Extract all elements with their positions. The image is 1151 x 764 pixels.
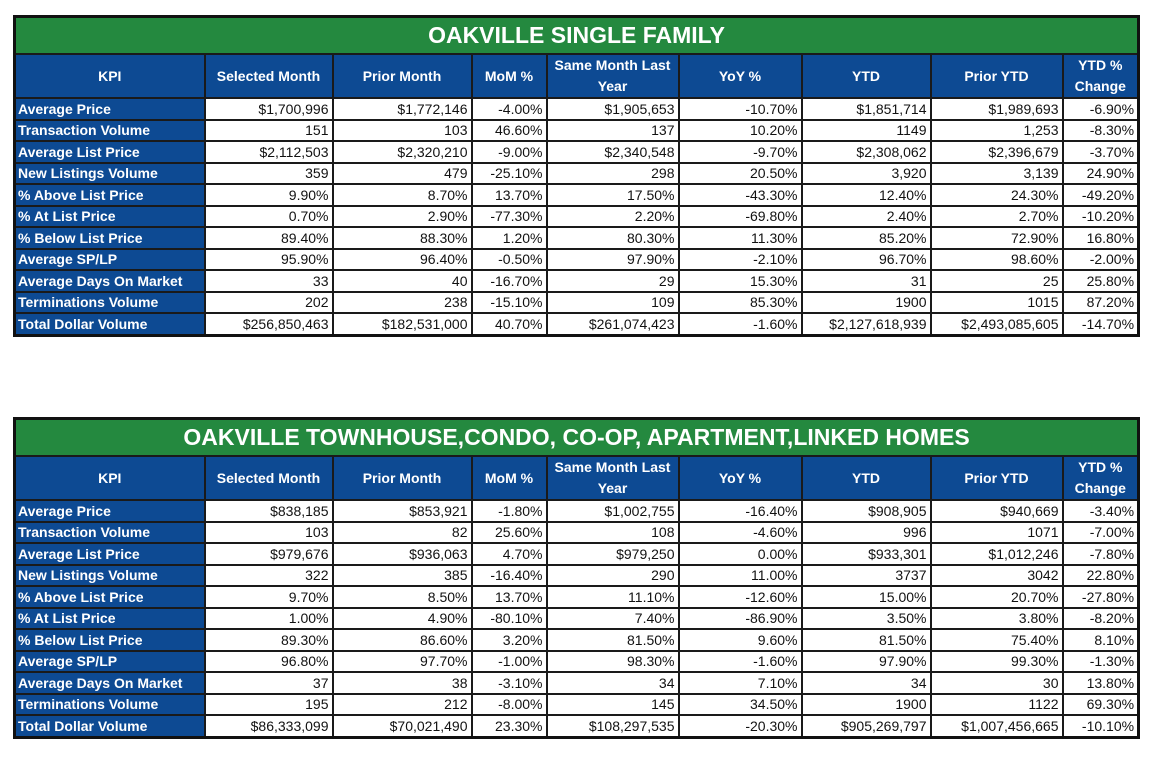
kpi-value-cell: -8.30% [1063, 120, 1139, 142]
kpi-value-cell: 22.80% [1063, 565, 1139, 587]
table-row [15, 543, 1139, 565]
kpi-value-cell: 34 [547, 672, 679, 694]
kpi-value-cell: -1.60% [679, 313, 802, 335]
kpi-value-cell: $1,002,755 [547, 500, 679, 522]
kpi-value-cell: $1,772,146 [333, 98, 472, 120]
table-row [15, 500, 1139, 522]
kpi-label: % Below List Price [15, 629, 205, 651]
kpi-value-cell: -4.00% [472, 98, 547, 120]
kpi-value-cell: 11.30% [679, 227, 802, 249]
kpi-value-cell: 81.50% [802, 629, 931, 651]
kpi-value-cell: 2.70% [931, 206, 1063, 228]
kpi-value-cell: $2,493,085,605 [931, 313, 1063, 335]
kpi-value-cell: 97.90% [547, 249, 679, 271]
table-row [15, 522, 1139, 544]
kpi-value-cell: 109 [547, 292, 679, 314]
table-title: OAKVILLE SINGLE FAMILY [15, 17, 1139, 55]
kpi-value-cell: 151 [205, 120, 333, 142]
column-header: Selected Month [205, 456, 333, 500]
kpi-value-cell: $1,007,456,665 [931, 715, 1063, 737]
kpi-value-cell: 75.40% [931, 629, 1063, 651]
column-header: YoY % [679, 456, 802, 500]
column-header: Prior YTD [931, 54, 1063, 98]
kpi-value-cell: -8.00% [472, 694, 547, 716]
kpi-label: % Above List Price [15, 586, 205, 608]
kpi-label: Terminations Volume [15, 694, 205, 716]
kpi-value-cell: -27.80% [1063, 586, 1139, 608]
kpi-value-cell: 103 [205, 522, 333, 544]
kpi-value-cell: $908,905 [802, 500, 931, 522]
kpi-value-cell: $936,063 [333, 543, 472, 565]
kpi-value-cell: 3.80% [931, 608, 1063, 630]
kpi-value-cell: -86.90% [679, 608, 802, 630]
table-row [15, 715, 1139, 737]
kpi-value-cell: 25.80% [1063, 270, 1139, 292]
kpi-value-cell: 97.90% [802, 651, 931, 673]
kpi-label: Transaction Volume [15, 120, 205, 142]
kpi-value-cell: $1,905,653 [547, 98, 679, 120]
table-row [15, 120, 1139, 142]
kpi-value-cell: 13.80% [1063, 672, 1139, 694]
kpi-value-cell: 85.20% [802, 227, 931, 249]
kpi-value-cell: -49.20% [1063, 184, 1139, 206]
kpi-value-cell: 96.40% [333, 249, 472, 271]
kpi-value-cell: $256,850,463 [205, 313, 333, 335]
kpi-value-cell: -14.70% [1063, 313, 1139, 335]
kpi-value-cell: 108 [547, 522, 679, 544]
kpi-label: Average List Price [15, 543, 205, 565]
kpi-value-cell: 40.70% [472, 313, 547, 335]
kpi-value-cell: -0.50% [472, 249, 547, 271]
kpi-value-cell: 2.90% [333, 206, 472, 228]
kpi-value-cell: $2,320,210 [333, 141, 472, 163]
kpi-value-cell: -7.80% [1063, 543, 1139, 565]
kpi-label: New Listings Volume [15, 163, 205, 185]
kpi-value-cell: 98.60% [931, 249, 1063, 271]
kpi-value-cell: 29 [547, 270, 679, 292]
column-header: YTD [802, 54, 931, 98]
column-header-row [15, 456, 1139, 500]
kpi-label: % At List Price [15, 608, 205, 630]
kpi-value-cell: 95.90% [205, 249, 333, 271]
column-header: YTD [802, 456, 931, 500]
kpi-value-cell: 81.50% [547, 629, 679, 651]
kpi-value-cell: 11.10% [547, 586, 679, 608]
kpi-value-cell: 238 [333, 292, 472, 314]
kpi-value-cell: -25.10% [472, 163, 547, 185]
kpi-value-cell: $70,021,490 [333, 715, 472, 737]
kpi-value-cell: 31 [802, 270, 931, 292]
kpi-value-cell: 17.50% [547, 184, 679, 206]
kpi-label: Average Price [15, 500, 205, 522]
kpi-value-cell: 8.70% [333, 184, 472, 206]
column-header: MoM % [472, 456, 547, 500]
kpi-label: New Listings Volume [15, 565, 205, 587]
kpi-value-cell: 20.50% [679, 163, 802, 185]
kpi-label: Average List Price [15, 141, 205, 163]
kpi-value-cell: -16.70% [472, 270, 547, 292]
kpi-value-cell: -1.30% [1063, 651, 1139, 673]
kpi-value-cell: $905,269,797 [802, 715, 931, 737]
kpi-value-cell: 1122 [931, 694, 1063, 716]
kpi-value-cell: 99.30% [931, 651, 1063, 673]
kpi-value-cell: -16.40% [679, 500, 802, 522]
kpi-value-cell: 212 [333, 694, 472, 716]
kpi-value-cell: $2,127,618,939 [802, 313, 931, 335]
table-row [15, 141, 1139, 163]
kpi-value-cell: 46.60% [472, 120, 547, 142]
kpi-value-cell: 10.20% [679, 120, 802, 142]
kpi-value-cell: 87.20% [1063, 292, 1139, 314]
column-header-row [15, 54, 1139, 98]
table-row [15, 651, 1139, 673]
column-header: KPI [15, 54, 205, 98]
kpi-value-cell: 7.10% [679, 672, 802, 694]
kpi-value-cell: 96.70% [802, 249, 931, 271]
kpi-value-cell: 9.60% [679, 629, 802, 651]
kpi-value-cell: -9.70% [679, 141, 802, 163]
kpi-value-cell: 38 [333, 672, 472, 694]
kpi-value-cell: 12.40% [802, 184, 931, 206]
kpi-value-cell: $933,301 [802, 543, 931, 565]
kpi-value-cell: -3.10% [472, 672, 547, 694]
table-row [15, 629, 1139, 651]
kpi-value-cell: 82 [333, 522, 472, 544]
kpi-value-cell: 3.20% [472, 629, 547, 651]
kpi-value-cell: 97.70% [333, 651, 472, 673]
table-row [15, 694, 1139, 716]
kpi-value-cell: 89.30% [205, 629, 333, 651]
kpi-value-cell: -10.10% [1063, 715, 1139, 737]
kpi-label: Total Dollar Volume [15, 313, 205, 335]
table-row [15, 672, 1139, 694]
kpi-value-cell: 80.30% [547, 227, 679, 249]
kpi-value-cell: -16.40% [472, 565, 547, 587]
kpi-value-cell: 4.90% [333, 608, 472, 630]
kpi-value-cell: $1,989,693 [931, 98, 1063, 120]
kpi-value-cell: 72.90% [931, 227, 1063, 249]
kpi-value-cell: 25 [931, 270, 1063, 292]
kpi-value-cell: 96.80% [205, 651, 333, 673]
column-header: Same Month Last Year [547, 54, 679, 98]
column-header: YTD % Change [1063, 54, 1139, 98]
kpi-value-cell: 202 [205, 292, 333, 314]
kpi-value-cell: -1.00% [472, 651, 547, 673]
kpi-value-cell: -20.30% [679, 715, 802, 737]
kpi-value-cell: -69.80% [679, 206, 802, 228]
kpi-value-cell: 85.30% [679, 292, 802, 314]
kpi-value-cell: $2,308,062 [802, 141, 931, 163]
table-row [15, 206, 1139, 228]
kpi-value-cell: 15.00% [802, 586, 931, 608]
kpi-label: % Above List Price [15, 184, 205, 206]
kpi-value-cell: 3042 [931, 565, 1063, 587]
column-header: Prior Month [333, 456, 472, 500]
kpi-label: % Below List Price [15, 227, 205, 249]
kpi-value-cell: 30 [931, 672, 1063, 694]
table-row [15, 608, 1139, 630]
kpi-value-cell: 23.30% [472, 715, 547, 737]
kpi-value-cell: 479 [333, 163, 472, 185]
kpi-value-cell: 34.50% [679, 694, 802, 716]
kpi-value-cell: 34 [802, 672, 931, 694]
kpi-value-cell: $979,676 [205, 543, 333, 565]
kpi-value-cell: $838,185 [205, 500, 333, 522]
kpi-value-cell: $2,112,503 [205, 141, 333, 163]
single-family-kpi-table [13, 15, 1140, 337]
kpi-value-cell: $86,333,099 [205, 715, 333, 737]
kpi-value-cell: -9.00% [472, 141, 547, 163]
table-row [15, 184, 1139, 206]
table-title: OAKVILLE TOWNHOUSE,CONDO, CO-OP, APARTMENT,LINKED HOMES [15, 419, 1139, 457]
kpi-value-cell: 4.70% [472, 543, 547, 565]
kpi-value-cell: 1.20% [472, 227, 547, 249]
column-header: KPI [15, 456, 205, 500]
kpi-value-cell: 40 [333, 270, 472, 292]
table-row [15, 249, 1139, 271]
table-row [15, 98, 1139, 120]
kpi-value-cell: -1.80% [472, 500, 547, 522]
kpi-value-cell: 1900 [802, 694, 931, 716]
kpi-value-cell: 20.70% [931, 586, 1063, 608]
kpi-value-cell: $853,921 [333, 500, 472, 522]
kpi-value-cell: 24.90% [1063, 163, 1139, 185]
kpi-value-cell: $2,396,679 [931, 141, 1063, 163]
kpi-value-cell: 89.40% [205, 227, 333, 249]
kpi-value-cell: -10.20% [1063, 206, 1139, 228]
kpi-value-cell: 9.90% [205, 184, 333, 206]
kpi-value-cell: $2,340,548 [547, 141, 679, 163]
kpi-label: Average SP/LP [15, 651, 205, 673]
kpi-value-cell: 0.00% [679, 543, 802, 565]
kpi-value-cell: 1900 [802, 292, 931, 314]
kpi-label: Average Days On Market [15, 270, 205, 292]
kpi-value-cell: 1149 [802, 120, 931, 142]
kpi-value-cell: 1.00% [205, 608, 333, 630]
kpi-value-cell: -7.00% [1063, 522, 1139, 544]
kpi-value-cell: -2.00% [1063, 249, 1139, 271]
kpi-value-cell: 25.60% [472, 522, 547, 544]
kpi-value-cell: 15.30% [679, 270, 802, 292]
kpi-value-cell: 2.20% [547, 206, 679, 228]
kpi-value-cell: -8.20% [1063, 608, 1139, 630]
column-header: Selected Month [205, 54, 333, 98]
kpi-value-cell: -80.10% [472, 608, 547, 630]
column-header: Same Month Last Year [547, 456, 679, 500]
kpi-value-cell: 298 [547, 163, 679, 185]
kpi-value-cell: 103 [333, 120, 472, 142]
kpi-value-cell: $940,669 [931, 500, 1063, 522]
kpi-value-cell: 37 [205, 672, 333, 694]
kpi-value-cell: -1.60% [679, 651, 802, 673]
table-row [15, 292, 1139, 314]
kpi-value-cell: $1,851,714 [802, 98, 931, 120]
kpi-label: Terminations Volume [15, 292, 205, 314]
kpi-value-cell: 290 [547, 565, 679, 587]
kpi-value-cell: 13.70% [472, 586, 547, 608]
townhouse-condo-kpi-table [13, 417, 1140, 739]
kpi-value-cell: 3,920 [802, 163, 931, 185]
column-header: YoY % [679, 54, 802, 98]
kpi-value-cell: 16.80% [1063, 227, 1139, 249]
kpi-value-cell: -3.40% [1063, 500, 1139, 522]
kpi-value-cell: -3.70% [1063, 141, 1139, 163]
kpi-value-cell: 996 [802, 522, 931, 544]
kpi-label: Average Price [15, 98, 205, 120]
kpi-value-cell: 3,139 [931, 163, 1063, 185]
kpi-value-cell: -2.10% [679, 249, 802, 271]
kpi-value-cell: 8.50% [333, 586, 472, 608]
kpi-value-cell: -4.60% [679, 522, 802, 544]
kpi-value-cell: 385 [333, 565, 472, 587]
kpi-value-cell: 24.30% [931, 184, 1063, 206]
kpi-value-cell: $1,700,996 [205, 98, 333, 120]
kpi-value-cell: 86.60% [333, 629, 472, 651]
kpi-value-cell: $108,297,535 [547, 715, 679, 737]
kpi-value-cell: -15.10% [472, 292, 547, 314]
kpi-value-cell: 2.40% [802, 206, 931, 228]
kpi-value-cell: 8.10% [1063, 629, 1139, 651]
table-row [15, 227, 1139, 249]
kpi-label: Average Days On Market [15, 672, 205, 694]
kpi-value-cell: $1,012,246 [931, 543, 1063, 565]
kpi-value-cell: 195 [205, 694, 333, 716]
kpi-label: Total Dollar Volume [15, 715, 205, 737]
kpi-value-cell: 359 [205, 163, 333, 185]
kpi-value-cell: -6.90% [1063, 98, 1139, 120]
kpi-value-cell: -77.30% [472, 206, 547, 228]
column-header: Prior YTD [931, 456, 1063, 500]
table-row [15, 163, 1139, 185]
kpi-value-cell: 1,253 [931, 120, 1063, 142]
column-header: Prior Month [333, 54, 472, 98]
kpi-value-cell: 1015 [931, 292, 1063, 314]
kpi-value-cell: 3737 [802, 565, 931, 587]
kpi-value-cell: 1071 [931, 522, 1063, 544]
kpi-label: Transaction Volume [15, 522, 205, 544]
kpi-value-cell: 98.30% [547, 651, 679, 673]
table-row [15, 313, 1139, 335]
kpi-label: % At List Price [15, 206, 205, 228]
kpi-value-cell: $979,250 [547, 543, 679, 565]
kpi-value-cell: 145 [547, 694, 679, 716]
kpi-value-cell: 7.40% [547, 608, 679, 630]
kpi-value-cell: -12.60% [679, 586, 802, 608]
table-row [15, 586, 1139, 608]
kpi-value-cell: 33 [205, 270, 333, 292]
table-row [15, 270, 1139, 292]
kpi-value-cell: $261,074,423 [547, 313, 679, 335]
kpi-value-cell: $182,531,000 [333, 313, 472, 335]
kpi-value-cell: 0.70% [205, 206, 333, 228]
kpi-value-cell: -43.30% [679, 184, 802, 206]
kpi-value-cell: 9.70% [205, 586, 333, 608]
kpi-value-cell: 11.00% [679, 565, 802, 587]
kpi-value-cell: -10.70% [679, 98, 802, 120]
kpi-value-cell: 69.30% [1063, 694, 1139, 716]
table-row [15, 565, 1139, 587]
kpi-label: Average SP/LP [15, 249, 205, 271]
column-header: MoM % [472, 54, 547, 98]
column-header: YTD % Change [1063, 456, 1139, 500]
kpi-value-cell: 322 [205, 565, 333, 587]
kpi-value-cell: 13.70% [472, 184, 547, 206]
kpi-value-cell: 3.50% [802, 608, 931, 630]
kpi-value-cell: 137 [547, 120, 679, 142]
kpi-value-cell: 88.30% [333, 227, 472, 249]
